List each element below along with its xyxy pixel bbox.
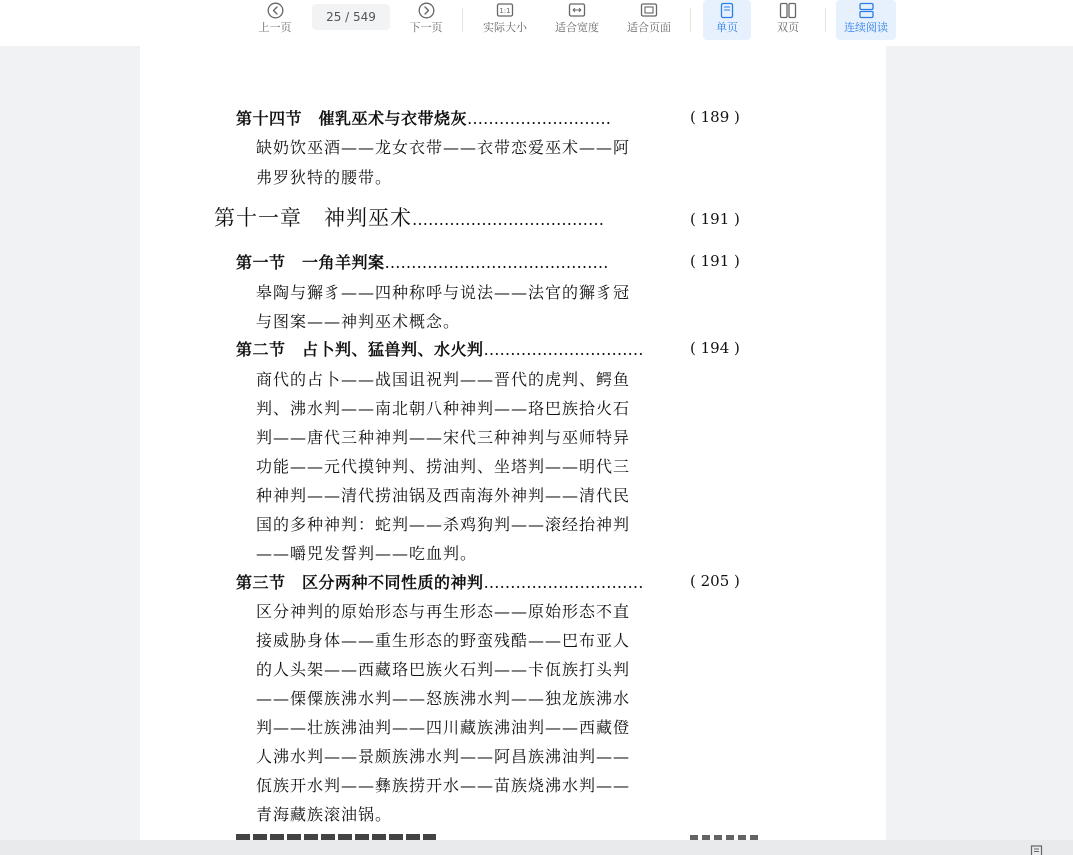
double-page-button[interactable]	[764, 0, 812, 40]
double-page-icon	[779, 1, 797, 19]
chevron-right-circle-icon	[417, 1, 435, 19]
toc-summary-line: 人沸水判——景颇族沸水判——阿昌族沸油判——	[256, 747, 631, 766]
toolbar-divider	[462, 8, 463, 32]
prev-page-button[interactable]	[252, 0, 298, 40]
svg-text:1:1: 1:1	[499, 7, 511, 15]
toc-page-number: ( 191 )	[690, 210, 740, 228]
toc-summary-line: 种神判——清代捞油锅及西南海外神判——清代民	[256, 486, 631, 505]
dot-leader: …………………………	[483, 573, 644, 592]
single-page-icon	[718, 1, 736, 19]
toc-summary-line: 接威胁身体——重生形态的野蛮残酷——巴布亚人	[256, 631, 631, 650]
actual-size-icon	[496, 1, 514, 19]
fit-page-button[interactable]	[620, 0, 678, 40]
toc-summary-line: 判——唐代三种神判——宋代三种神判与巫师特异	[256, 428, 631, 447]
fit-width-label: 适合宽度	[555, 21, 599, 34]
toc-chapter-heading	[214, 202, 604, 232]
toc-summary-line: 皋陶与獬豸——四种称呼与说法——法官的獬豸冠	[256, 283, 631, 302]
section-title: 第一节 一角羊判案	[236, 253, 385, 272]
actual-size-label: 实际大小	[483, 21, 527, 34]
dot-leader: …………………………	[483, 340, 644, 359]
toc-section-heading	[236, 106, 611, 129]
status-bar	[0, 840, 1073, 855]
toc-summary-line: 判、沸水判——南北朝八种神判——珞巴族拾火石	[256, 399, 631, 418]
single-page-label: 单页	[716, 21, 738, 34]
toc-summary-line: 的人头架——西藏珞巴族火石判——卡佤族打头判	[256, 660, 631, 679]
toc-page-number: ( 205 )	[690, 572, 740, 590]
dot-leader: ………………………………	[412, 210, 604, 229]
continuous-scroll-icon	[857, 1, 875, 19]
next-page-label: 下一页	[409, 21, 443, 34]
document-page	[140, 46, 886, 840]
prev-page-label: 上一页	[258, 21, 292, 34]
next-page-button[interactable]	[403, 0, 449, 40]
toolbar-divider	[825, 8, 826, 32]
toc-summary-line: ——嚼兕发誓判——吃血判。	[256, 544, 478, 563]
continuous-reading-label: 连续阅读	[844, 21, 888, 34]
toolbar-divider	[690, 8, 691, 32]
double-page-label: 双页	[777, 21, 799, 34]
toc-page-number: ( 191 )	[690, 252, 740, 270]
fit-width-icon	[568, 1, 586, 19]
page-number-input[interactable]: 25 / 549	[312, 4, 390, 30]
dot-leader: ………………………	[467, 109, 612, 128]
dot-leader: ……………………………………	[384, 253, 609, 272]
toc-summary-line: 弗罗狄特的腰带。	[256, 168, 393, 187]
toc-summary-line: 商代的占卜——战国诅祝判——晋代的虎判、鳄鱼	[256, 370, 631, 389]
toc-summary-line: ——傈僳族沸水判——怒族沸水判——独龙族沸水	[256, 689, 631, 708]
toc-summary-line: 佤族开水判——彝族捞开水——苗族烧沸水判——	[256, 776, 631, 795]
toc-section-heading	[236, 250, 609, 273]
toc-summary-line: 判——壮族沸油判——四川藏族沸油判——西藏僜	[256, 718, 631, 737]
toc-summary-line: 缺奶饮巫酒——龙女衣带——衣带恋爱巫术——阿	[256, 138, 631, 157]
chapter-title: 第十一章 神判巫术	[214, 206, 412, 230]
continuous-reading-button[interactable]	[836, 0, 896, 40]
fit-page-icon	[640, 1, 658, 19]
section-title: 第二节 占卜判、猛兽判、水火判	[236, 340, 484, 359]
toc-summary-line: 与图案——神判巫术概念。	[256, 312, 461, 331]
toc-section-heading	[236, 337, 644, 360]
toc-section-heading	[236, 570, 644, 593]
toc-summary-line: 功能——元代摸钟判、捞油判、坐塔判——明代三	[256, 457, 631, 476]
fit-page-label: 适合页面	[627, 21, 671, 34]
fit-width-button[interactable]	[548, 0, 606, 40]
section-title: 第十四节 催乳巫术与衣带烧灰	[236, 109, 468, 128]
single-page-button[interactable]	[703, 0, 751, 40]
toc-summary-line: 青海藏族滚油锅。	[256, 805, 393, 824]
toc-summary-line: 国的多种神判：蛇判——杀鸡狗判——滚经抬神判	[256, 515, 631, 534]
actual-size-button[interactable]	[476, 0, 534, 40]
toc-summary-line: 区分神判的原始形态与再生形态——原始形态不直	[256, 602, 631, 621]
reader-toolbar	[0, 0, 1073, 46]
chevron-left-circle-icon	[266, 1, 284, 19]
toc-page-number: ( 189 )	[690, 108, 740, 126]
note-icon[interactable]	[1030, 842, 1044, 854]
toc-page-number: ( 194 )	[690, 339, 740, 357]
section-title: 第三节 区分两种不同性质的神判	[236, 573, 484, 592]
